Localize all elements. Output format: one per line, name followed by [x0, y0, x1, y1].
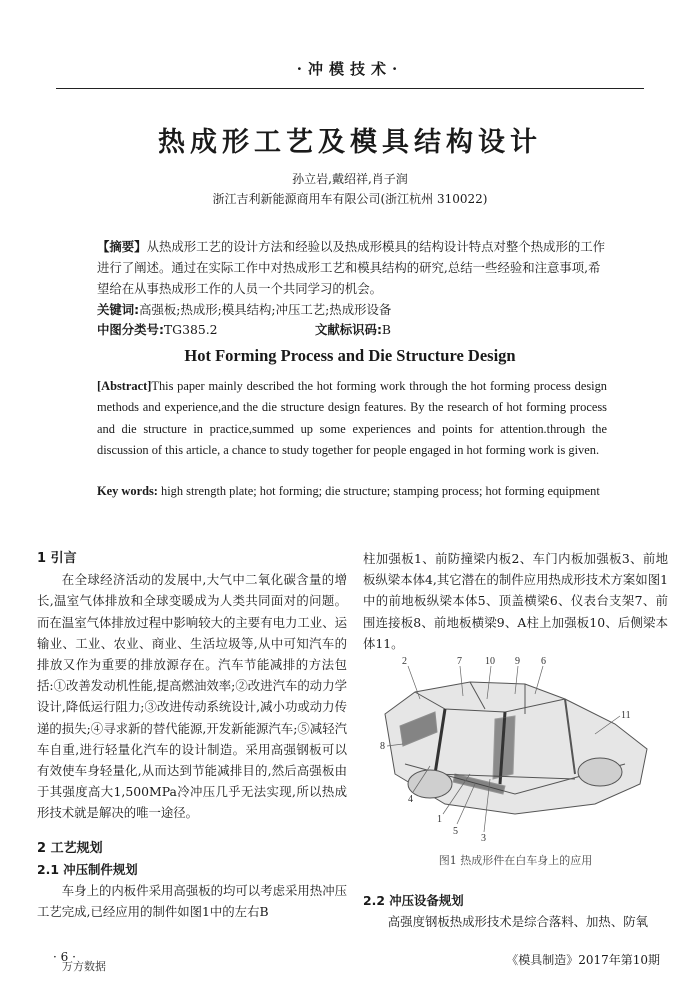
figure-caption: 图1 热成形件在白车身上的应用 — [438, 854, 593, 867]
keywords-cn-label: 关键词: — [97, 302, 140, 317]
section-2-1-paragraph: 车身上的内板件采用高强板的均可以考虑采用热冲压工艺完成,已经应用的制件如图1中的左右B — [37, 883, 347, 920]
keywords-cn — [97, 300, 607, 318]
journal-section-header: ·冲模技术· — [296, 60, 404, 78]
page-number: · 6 · — [53, 950, 76, 964]
watermark: 万方数据 — [62, 960, 106, 973]
figure-label-8: 8 — [380, 741, 385, 752]
keywords-en — [97, 481, 607, 502]
right-column-paragraph: 柱加强板1、前防撞梁内板2、车门内板加强板3、前地板纵梁本体4,其它潜在的制件应用热成形技术方案如图1中的前地板纵梁本体5、顶盖横梁6、仪表台支架7、前围连接板8、前地板横梁9、A柱上加强板10、后侧梁本体11。 — [363, 551, 668, 651]
article-title-en: Hot Forming Process and Die Structure Design — [184, 346, 516, 365]
figure-label-10: 10 — [485, 656, 495, 667]
abstract-cn-label: 【摘要】 — [97, 239, 147, 254]
body-right-column — [363, 548, 668, 654]
clc-label: 中图分类号: — [97, 322, 164, 337]
article-affiliation: 浙江吉利新能源商用车有限公司(浙江杭州 310022) — [212, 192, 488, 206]
header-rule — [56, 88, 644, 89]
doc-code-label: 文献标识码: — [315, 322, 382, 337]
section-2-2 — [363, 890, 668, 932]
figure-label-3: 3 — [481, 833, 486, 842]
figure-label-1: 1 — [437, 814, 442, 825]
doc-code-value: B — [381, 322, 392, 337]
abstract-cn-text: 从热成形工艺的设计方法和经验以及热成形模具的结构设计特点对整个热成形的工作进行了阐述。通过在实际工作中对热成形工艺和模具结构的研究,总结一些经验和注意事项,希望给在从事热成形工作的人员一个共同学习的机会。 — [97, 239, 606, 296]
journal-issue: 《模具制造》2017年第10期 — [506, 953, 660, 967]
figure-label-2: 2 — [402, 656, 407, 667]
abstract-cn — [97, 236, 607, 299]
keywords-en-text: high strength plate; hot forming; die structure; stamping process; hot forming equipment — [161, 484, 600, 498]
section-2-2-paragraph: 高强度钢板热成形技术是综合落料、加热、防氧 — [387, 914, 648, 930]
figure-label-6: 6 — [541, 656, 546, 667]
abstract-en-label: [Abstract] — [97, 379, 152, 393]
section-1-paragraph: 在全球经济活动的发展中,大气中二氧化碳含量的增长,温室气体排放和全球变暖成为人类共同面对的问题。而在温室气体排放过程中影响较大的主要有电力工业、运输业、工业、农业、商业、生活垃圾等,从中可知汽车的排放又作为重要的排放源存在。汽车节能减排的方法包括:①改善发动机性能,提高燃油效率;②改进汽车的动力学设计,降低运行阻力;③改进传动系统设计,减小功或动力传递的损失;④寻求新的替代能源,开发新能源汽车;⑤减轻汽车自重,进行轻量化汽车的设计制造。采用高强钢板可以有效使车身轻量化,从而达到节能减排目的,然后高强板由于其强度高大1,500MPa冷冲压几乎无法实现,所以热成形技术就是解决的唯一途径。 — [37, 572, 347, 821]
figure-label-5: 5 — [453, 826, 458, 837]
section-2-1-heading: 2.1 冲压制件规划 — [37, 861, 138, 877]
body-left-column — [37, 548, 347, 922]
section-2-heading: 2 工艺规划 — [37, 840, 103, 856]
classification-row — [97, 320, 607, 338]
article-title: 热成形工艺及模具结构设计 — [158, 127, 542, 158]
keywords-cn-text: 高强板;热成形;模具结构;冲压工艺;热成形设备 — [139, 302, 392, 317]
abstract-en — [97, 376, 607, 461]
abstract-en-text: This paper mainly described the hot forming work through the hot forming process design methods and experience,and the die structure design features. By the research of hot forming process and die structure in practice,summed up some experiences and points for attention.through the discussion of this article, a chance to study together for people engaged in hot forming work is given. — [97, 379, 607, 457]
article-authors: 孙立岩,戴绍祥,肖子润 — [292, 172, 408, 186]
section-2-2-heading: 2.2 冲压设备规划 — [363, 893, 464, 908]
figure-label-7: 7 — [457, 656, 462, 667]
figure-label-4: 4 — [408, 794, 413, 805]
figure-label-9: 9 — [515, 656, 520, 667]
clc-value: TG385.2 — [163, 322, 218, 337]
figure-label-11: 11 — [621, 710, 631, 721]
section-1-heading: 1 引言 — [37, 551, 77, 566]
keywords-en-label: Key words: — [97, 484, 158, 498]
car-body-figure — [375, 654, 657, 842]
